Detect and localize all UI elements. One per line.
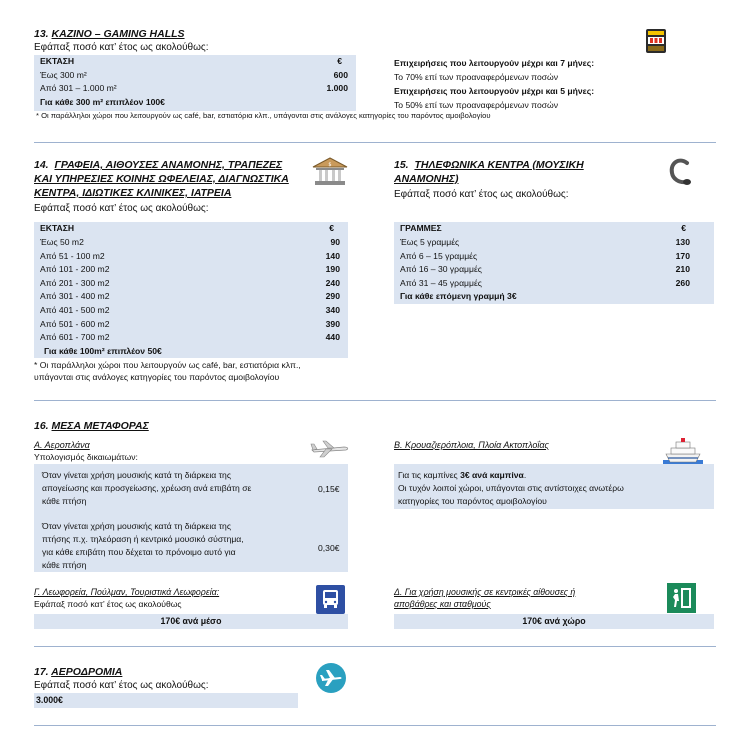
section-13-title: ΚΑΖΙΝΟ – GAMING HALLS (51, 28, 185, 40)
table-row (394, 263, 714, 277)
section-16-a-intro: Υπολογισμός δικαιωμάτων: (34, 452, 138, 462)
col-area-header: ΕΚΤΑΣΗ (40, 223, 75, 233)
footnote-line: * Οι παράλληλοι χώροι που λειτουργούν ως café, bar, εστιατόρια κλπ., (34, 360, 301, 370)
section-16-title: ΜΕΣΑ ΜΕΤΑΦΟΡΑΣ (51, 420, 149, 432)
section-14-title-line: ΓΡΑΦΕΙΑ, ΑΙΘΟΥΣΕΣ ΑΝΑΜΟΝΗΣ, ΤΡΑΠΕΖΕΣ (54, 159, 283, 171)
row-value: 170 (675, 250, 690, 261)
a-row-line: κάθε πτήση (42, 560, 87, 570)
a-row-line: κάθε πτήση (42, 496, 87, 506)
section-13-right-notes (394, 56, 714, 112)
b-bold: 3€ ανά καμπίνα (460, 470, 524, 480)
row-label: Από 101 - 200 m2 (40, 264, 110, 275)
a-row-line: Όταν γίνεται χρήση μουσικής κατά τη διάρκεια της (42, 521, 231, 531)
section-16-g-value: 170€ ανά μέσο (34, 614, 348, 629)
section-15-heading (394, 158, 654, 186)
a-row-line: Όταν γίνεται χρήση μουσικής κατά τη διάρκεια της (42, 470, 231, 480)
divider (34, 142, 716, 143)
section-17-heading (34, 665, 122, 679)
section-14-extra: Για κάθε 100m² επιπλέον 50€ (44, 345, 162, 356)
section-15-number: 15. (394, 159, 409, 171)
note-text: Το 50% επί των προαναφερόμενων ποσών (394, 100, 559, 110)
row-label: Από 6 – 15 γραμμές (400, 250, 478, 261)
section-14-title-line: ΚΕΝΤΡΑ, ΙΔΙΩΤΙΚΕΣ ΚΛΙΝΙΚΕΣ, ΙΑΤΡΕΙΑ (34, 187, 232, 199)
row-value: 140 (325, 250, 340, 261)
section-17-value-text: 3.000€ (36, 695, 63, 705)
a-row-text (42, 469, 302, 508)
b-cabins-line (398, 469, 710, 482)
row-value: 340 (325, 304, 340, 315)
row-label: Έως 5 γραμμές (400, 237, 460, 247)
section-15-title-line: ΑΝΑΜΟΝΗΣ) (394, 173, 459, 185)
a-row-line: απογείωσης και προσγείωσης, χρέωση ανά επιβάτη σε (42, 483, 252, 493)
section-16-g-intro: Εφάπαξ ποσό κατ’ έτος ως ακολούθως (34, 599, 182, 609)
row-label: Έως 300 m² (40, 69, 87, 80)
headset-icon (667, 157, 693, 189)
row-label: Από 601 - 700 m2 (40, 332, 110, 343)
section-14-heading (34, 158, 334, 200)
b-pre: Για τις καμπίνες (398, 470, 461, 480)
a-row-line: για κάθε επιβάτη που δέχεται το πρόνοιμο αυτό για (42, 547, 236, 557)
section-13-heading (34, 27, 185, 41)
row-label: Από 31 – 45 γραμμές (400, 277, 482, 288)
row-value: 130 (675, 237, 690, 247)
row-label: Από 501 - 600 m2 (40, 318, 110, 329)
section-13-table (34, 55, 356, 111)
bank-icon (312, 157, 348, 187)
col-lines-header: ΓΡΑΜΜΕΣ (400, 223, 442, 233)
b-post: . (523, 470, 527, 480)
airplane-badge-icon (315, 662, 347, 694)
b-line: Οι τυχόν λοιποί χώροι, υπάγονται στις αντίστοιχες ανωτέρω (398, 483, 624, 493)
b-line: κατηγορίες του παρόντος αμοιβολογίου (398, 496, 547, 506)
row-value: 240 (325, 277, 340, 288)
row-label: Από 16 – 30 γραμμές (400, 264, 482, 275)
section-16-heading (34, 419, 149, 433)
section-13-intro: Εφάπαξ ποσό κατ’ έτος ως ακολούθως: (34, 42, 209, 53)
footnote-line: υπάγονται στις ανάλογες κατηγορίες του παρόντος αμοιβολογίου (34, 372, 280, 382)
table-row (34, 290, 348, 304)
section-13-footnote: * Οι παράλληλοι χώροι που λειτουργούν ως café, bar, εστιατόρια κλπ., υπάγονται στις ανάλογες κατηγορίες του παρόντος αμοιβολογίου (36, 111, 491, 120)
section-16-g-title: Γ. Λεωφορεία, Πούλμαν, Τουριστικά Λεωφορεία: (34, 587, 220, 597)
col-eur-header: € (681, 223, 686, 233)
section-17-number: 17. (34, 666, 49, 678)
a-row-line: πτήσης π.χ. τηλεόραση ή κεντρικό μουσικό σύστημα, (42, 534, 244, 544)
col-eur-header: € (329, 223, 334, 233)
section-15-extra: Για κάθε επόμενη γραμμή 3€ (400, 291, 517, 302)
row-label: Από 51 - 100 m2 (40, 250, 105, 261)
svg-text:$: $ (328, 162, 332, 168)
divider (34, 400, 716, 401)
section-16-a-title: Α. Αεροπλάνα (34, 440, 90, 450)
row-value: 390 (325, 318, 340, 329)
table-row (34, 263, 348, 277)
table-row (394, 277, 714, 291)
row-value: 190 (325, 264, 340, 275)
row-value: 210 (675, 264, 690, 275)
section-14-footnote (34, 359, 354, 383)
table-row (34, 250, 348, 264)
row-label: Έως 50 m2 (40, 237, 84, 247)
col-area-header: ΕΚΤΑΣΗ (40, 56, 75, 66)
row-value: 290 (325, 291, 340, 302)
section-14-table (34, 222, 348, 358)
note-bold: Επιχειρήσεις που λειτουργούν μέχρι και 7 μήνες: (394, 58, 595, 68)
row-label: Από 401 - 500 m2 (40, 304, 110, 315)
section-16-a-table (34, 464, 348, 572)
row-value: 1.000 (326, 83, 348, 94)
row-value: 260 (675, 277, 690, 288)
bus-icon (316, 585, 345, 614)
section-14-intro: Εφάπαξ ποσό κατ’ έτος ως ακολούθως: (34, 203, 209, 214)
row-label: Από 301 – 1.000 m² (40, 83, 117, 94)
table-row (34, 277, 348, 291)
section-16-number: 16. (34, 420, 49, 432)
section-14-title-line: ΚΑΙ ΥΠΗΡΕΣΙΕΣ ΚΟΙΝΗΣ ΩΦΕΛΕΙΑΣ, ΔΙΑΓΝΩΣΤΙΚΑ (34, 173, 289, 185)
slot-machine-icon (645, 28, 667, 54)
row-value: 440 (325, 332, 340, 343)
row-label: Από 301 - 400 m2 (40, 291, 110, 302)
section-17-title: ΑΕΡΟΔΡΟΜΙΑ (51, 666, 123, 678)
d-title-line: Δ. Για χρήση μουσικής σε κεντρικές αίθουσες ή (394, 587, 576, 597)
section-16-d-title (394, 586, 575, 610)
section-17-intro: Εφάπαξ ποσό κατ’ έτος ως ακολούθως: (34, 680, 209, 691)
section-16-d-value: 170€ ανά χώρο (394, 614, 714, 629)
row-value: 600 (333, 69, 348, 80)
exit-door-icon (667, 583, 696, 613)
row-value: 90 (330, 237, 340, 247)
a-row-value: 0,15€ (318, 484, 340, 494)
section-14-number: 14. (34, 159, 49, 171)
b-text (398, 469, 710, 508)
table-row (394, 250, 714, 264)
row-label: Από 201 - 300 m2 (40, 277, 110, 288)
col-eur-header: € (337, 56, 342, 66)
a-row-text (42, 520, 312, 572)
table-row (34, 318, 348, 332)
airplane-icon (310, 438, 350, 460)
table-row (34, 331, 348, 345)
note-text: Το 70% επί των προαναφερόμενων ποσών (394, 72, 559, 82)
table-row (34, 304, 348, 318)
table-row (394, 236, 714, 250)
section-15-intro: Εφάπαξ ποσό κατ’ έτος ως ακολούθως: (394, 189, 569, 200)
table-row (34, 236, 348, 250)
table-row (34, 69, 356, 83)
divider (34, 725, 716, 726)
note-bold: Επιχειρήσεις που λειτουργούν μέχρι και 5 μήνες: (394, 86, 595, 96)
table-row (34, 82, 356, 96)
section-13-number: 13. (34, 28, 49, 40)
section-16-b-title: Β. Κρουαζιερόπλοια, Πλοία Ακτοπλοΐας (394, 440, 549, 450)
section-15-table (394, 222, 714, 304)
section-17-value (34, 693, 298, 708)
section-16-b-box (394, 464, 714, 509)
section-13-extra: Για κάθε 300 m² επιπλέον 100€ (40, 96, 165, 107)
divider (34, 646, 716, 647)
section-15-title-line: ΤΗΛΕΦΩΝΙΚΑ ΚΕΝΤΡΑ (ΜΟΥΣΙΚΗ (414, 159, 584, 171)
a-row-value: 0,30€ (318, 543, 340, 553)
d-title-line: αποβάθρες και σταθμούς (394, 599, 491, 609)
